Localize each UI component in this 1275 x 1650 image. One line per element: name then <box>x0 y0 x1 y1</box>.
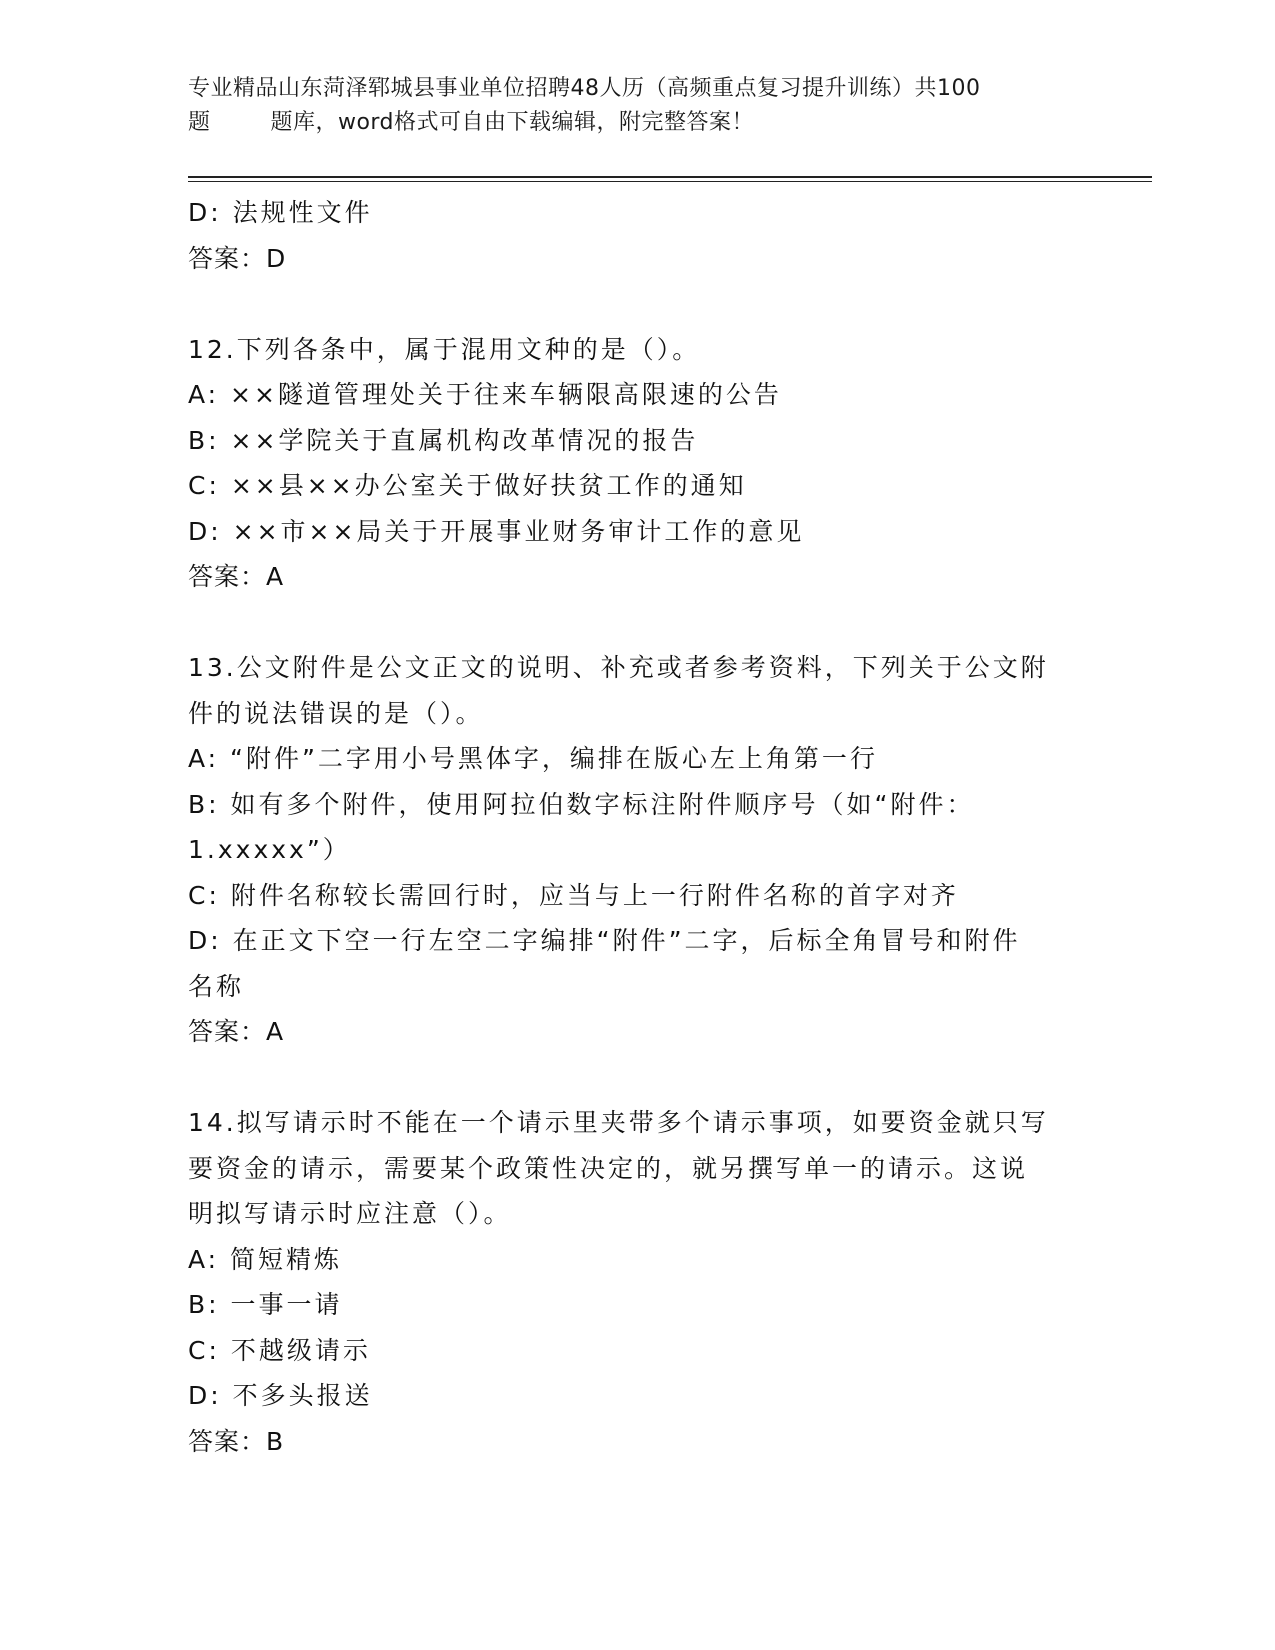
option-d-line-2: 名称 <box>188 971 245 1001</box>
option-b-line-1: B: 如有多个附件，使用阿拉伯数字标注附件顺序号（如“附件： <box>188 789 975 819</box>
spacer <box>188 600 1078 646</box>
question-stem-line-1: 14.拟写请示时不能在一个请示里夹带多个请示事项，如要资金就只写 <box>188 1108 1049 1137</box>
option-d: D: ××市××局关于开展事业财务审计工作的意见 <box>188 516 805 546</box>
option-b-line-2: 1.xxxxx”） <box>188 835 351 864</box>
header-title-line-1: 专业精品山东菏泽郓城县事业单位招聘48人历（高频重点复习提升训练）共100 <box>188 76 981 101</box>
question-stem-line-1: 13.公文附件是公文正文的说明、补充或者参考资料，下列关于公文附 <box>188 653 1049 682</box>
option-c: C: ××县××办公室关于做好扶贫工作的通知 <box>188 471 747 500</box>
question-stem: 12.下列各条中，属于混用文种的是（）。 <box>188 334 701 364</box>
question-stem-line-2: 件的说法错误的是（）。 <box>188 698 484 728</box>
option-b: B: 一事一请 <box>188 1290 343 1319</box>
question-13 <box>188 645 1078 1055</box>
option-b: B: ××学院关于直属机构改革情况的报告 <box>188 425 699 455</box>
option-a: A: ××隧道管理处关于往来车辆限高限速的公告 <box>188 380 782 409</box>
option-a: A: 简短精炼 <box>188 1244 343 1274</box>
question-stem-line-3: 明拟写请示时应注意（）。 <box>188 1199 512 1228</box>
question-14 <box>188 1100 1078 1464</box>
option-d: D: 法规性文件 <box>188 198 373 227</box>
answer-line: 答案：D <box>188 243 287 273</box>
question-11-tail <box>188 190 1078 281</box>
document-body <box>188 190 1078 1464</box>
option-c: C: 附件名称较长需回行时，应当与上一行附件名称的首字对齐 <box>188 880 959 910</box>
spacer <box>188 281 1078 327</box>
question-12 <box>188 327 1078 600</box>
header-rule-thin <box>188 181 1152 182</box>
option-d-line-1: D: 在正文下空一行左空二字编排“附件”二字，后标全角冒号和附件 <box>188 926 1021 955</box>
option-a: A: “附件”二字用小号黑体字，编排在版心左上角第一行 <box>188 744 878 773</box>
header-title-line-2: 题 题库，word格式可自由下载编辑，附完整答案！ <box>188 110 755 135</box>
option-c: C: 不越级请示 <box>188 1335 371 1365</box>
option-d: D: 不多头报送 <box>188 1381 373 1410</box>
answer-line: 答案：B <box>188 1426 285 1456</box>
question-stem-line-2: 要资金的请示，需要某个政策性决定的，就另撰写单一的请示。这说 <box>188 1153 1029 1183</box>
answer-line: 答案：A <box>188 1017 285 1046</box>
spacer <box>188 1055 1078 1101</box>
header-rule-thick <box>188 176 1152 178</box>
page-header <box>188 72 1088 140</box>
answer-line: 答案：A <box>188 562 285 591</box>
